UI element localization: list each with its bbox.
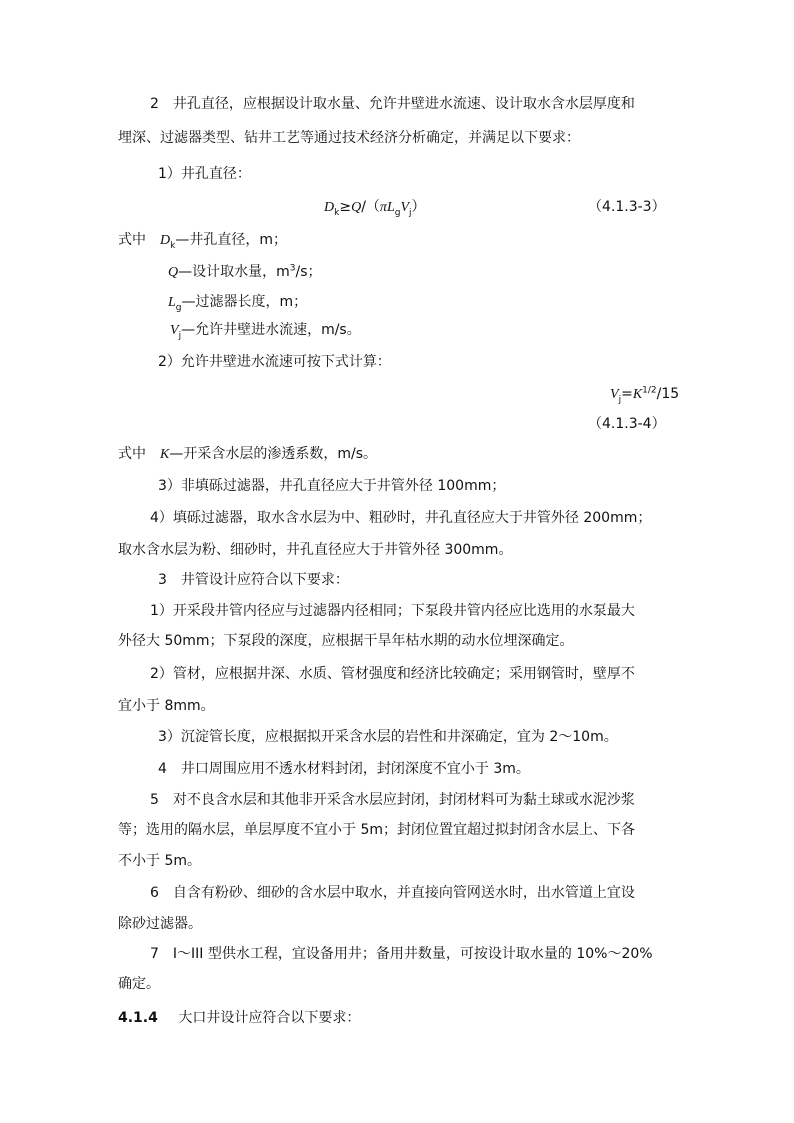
para-4: 4 井口周围应用不透水材料封闭，封闭深度不宜小于 3m。 — [158, 761, 530, 777]
where-l-line: $L_g—$过滤器长度，m； — [168, 294, 308, 313]
where-q-line: Q—设计取水量，$m^3/s$； — [168, 263, 322, 280]
where-k-line: 式中 K—开采含水层的渗透系数，m/s。 — [118, 446, 377, 462]
item-2-heading: 2）允许井壁进水流速可按下式计算： — [158, 354, 391, 370]
para-2-line-2 — [118, 128, 628, 148]
para-3-item-2-line-1: 2）管材，应根据井深、水质、管材强度和经济比较确定；采用钢管时，壁厚不 — [150, 666, 635, 682]
item-1-heading: 1）井孔直径： — [158, 166, 251, 182]
para-2-line-2-text: 埋深、过滤器类型、钻井工艺等通过技术经济分析确定，并满足以下要求： — [118, 130, 580, 146]
equation-4-1-3-4: $V_j=K^{1/2}/15$ — [610, 385, 680, 405]
para-3-item-3: 3）沉淀管长度，应根据拟开采含水层的岩性和井深确定，宜为 2～10m。 — [158, 729, 618, 745]
eq1-symbol-d: D — [324, 200, 335, 215]
para-7-line-2: 确定。 — [118, 976, 160, 992]
item-3-text: 3）非填砾过滤器，井孔直径应大于井管外径 100mm； — [158, 478, 506, 494]
para-3-item-2-line-2: 宜小于 8mm。 — [118, 698, 215, 714]
para-3-item-1-line-2: 外径大 50mm；下泵段的深度，应根据干旱年枯水期的动水位埋深确定。 — [118, 633, 574, 649]
para-2-line-1-text: 2 井孔直径，应根据设计取水量、允许井壁进水流速、设计取水含水层厚度和 — [150, 96, 635, 112]
equation-number-4-1-3-3: （4.1.3-3） — [588, 199, 666, 215]
para-6-line-1: 6 自含有粉砂、细砂的含水层中取水，并直接向管网送水时，出水管道上宜设 — [150, 885, 635, 901]
equation-number-4-1-3-4: （4.1.3-4） — [588, 416, 666, 432]
item-4-line-1: 4）填砾过滤器，取水含水层为中、粗砂时，井孔直径应大于井管外径 200mm； — [150, 510, 652, 526]
section-4-1-4 — [118, 1008, 360, 1028]
para-7-line-1: 7 I～III 型供水工程，宜设备用井；备用井数量，可按设计取水量的 10%～20% — [150, 946, 653, 962]
para-5-line-2: 等；选用的隔水层，单层厚度不宜小于 5m；封闭位置宜超过拟封闭含水层上、下各 — [118, 822, 635, 838]
para-5-line-1: 5 对不良含水层和其他非开采含水层应封闭，封闭材料可为黏土球或水泥沙浆 — [150, 792, 635, 808]
section-title: 大口井设计应符合以下要求： — [178, 1010, 361, 1026]
item-4-line-2: 取水含水层为粉、细砂时，井孔直径应大于井管外径 300mm。 — [118, 542, 513, 558]
para-6-line-2: 除砂过滤器。 — [118, 916, 202, 932]
section-number: 4.1.4 — [118, 1010, 158, 1026]
equation-4-1-3-3: $D_k\ge Q/(\pi L_gV_j)$ — [324, 199, 426, 218]
where-d-line: 式中 $D_k—$井孔直径，m； — [118, 232, 287, 251]
para-2-line-1 — [150, 94, 675, 114]
para-3-item-1-line-1: 1）开采段井管内径应与过滤器内径相同；下泵段井管内径应比选用的水泵最大 — [150, 603, 635, 619]
where-v-line: $V_j—$允许井壁进水流速，m/s。 — [170, 322, 361, 341]
para-5-line-3: 不小于 5m。 — [118, 853, 201, 869]
para-3-heading: 3 井管设计应符合以下要求： — [158, 572, 349, 588]
